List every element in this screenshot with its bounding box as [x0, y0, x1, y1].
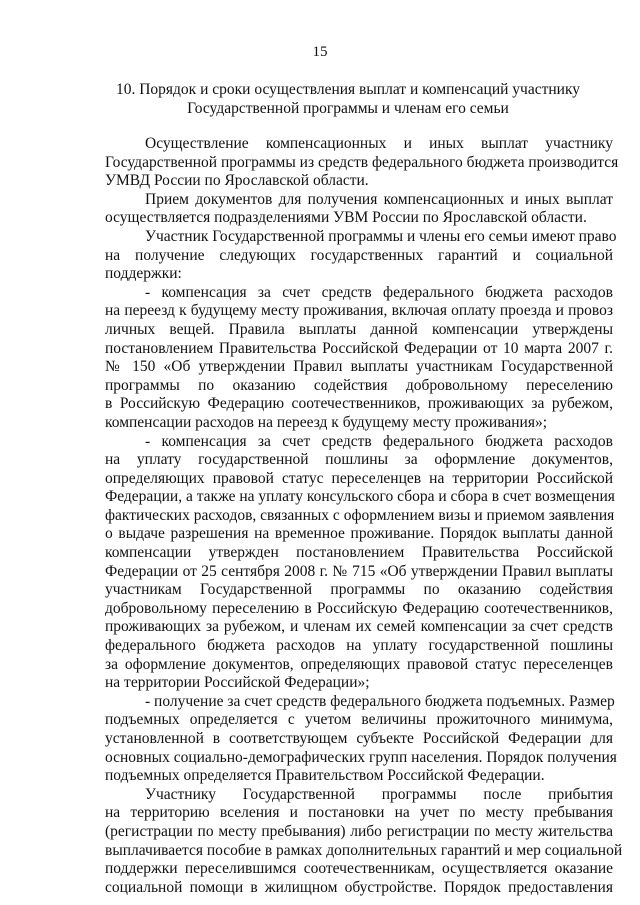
- text-line: - компенсация за счет средств федерального бюджета расходов: [145, 432, 613, 450]
- text-line: постановлением Правительства Российской Федерации от 10 марта 2007 г.: [105, 339, 613, 357]
- paragraph-payments-authority: [105, 135, 619, 191]
- text-line: № 150 «Об утверждении Правил выплаты участникам Государственной: [105, 358, 613, 376]
- text-line: программы по оказанию содействия добровольному переселению: [105, 376, 613, 394]
- text-line: Государственной программы из средств федерального бюджета производится: [105, 153, 619, 171]
- text-line: Участнику Государственной программы после прибытия: [145, 785, 613, 803]
- text-line: за оформление документов, определяющих правовой статус переселенцев: [105, 655, 613, 673]
- paragraph-document-intake: [105, 191, 613, 228]
- section-heading-line: Государственной программы и членам его семьи: [187, 100, 509, 117]
- text-line: определяющих правовой статус переселенцев на территории Российской: [105, 469, 613, 487]
- text-line: подъемных определяется Правительством Российской Федерации.: [105, 767, 545, 785]
- text-line: о выдаче разрешения на временное проживание. Порядок выплаты данной: [105, 525, 613, 543]
- text-line: на переезд к будущему месту проживания, включая оплату проезда и провоз: [105, 302, 613, 320]
- list-item-resettlement-allowance: [105, 692, 617, 786]
- page-number: 15: [312, 44, 328, 60]
- text-line: установленной в соответствующем субъекте Российской Федерации для: [105, 730, 613, 747]
- text-line: выплачивается пособие в рамках дополнительных гарантий и мер социальной: [105, 841, 623, 859]
- section-heading-line: 10. Порядок и сроки осуществления выплат и компенсаций участнику: [115, 81, 581, 98]
- text-line: Участник Государственной программы и члены его семьи имеют право: [145, 227, 617, 245]
- text-line: Федерации, а также на уплату консульского сбора и сбора в счет возмещения: [105, 488, 615, 506]
- text-line: компенсации утвержден постановлением Правительства Российской: [105, 544, 613, 562]
- text-line: фактических расходов, связанных с оформлением визы и приемом заявления: [105, 506, 615, 524]
- text-line: Осуществление компенсационных и иных выплат участнику: [145, 135, 613, 152]
- text-line: на получение следующих государственных гарантий и социальной: [105, 246, 613, 264]
- text-line: поддержки переселившимся соотечественникам, осуществляется оказание: [105, 860, 613, 878]
- list-item-relocation-compensation: [105, 284, 613, 433]
- text-line: Прием документов для получения компенсационных и иных выплат: [145, 190, 613, 208]
- paragraph-participant-benefit: [105, 785, 623, 898]
- text-line: добровольному переселению в Российскую Федерацию соотечественников,: [105, 599, 613, 617]
- text-line: социальной помощи в жилищном обустройстве. Порядок предоставления: [105, 878, 613, 896]
- text-line: на территорию вселения и постановки на учет по месту пребывания: [105, 804, 613, 822]
- text-line: подъемных определяется с учетом величины прожиточного минимума,: [105, 711, 613, 729]
- text-line: (регистрации по месту пребывания) либо регистрации по месту жительства: [105, 822, 613, 840]
- text-line: проживающих за рубежом, и членам их семей компенсации за счет средств: [105, 618, 613, 636]
- document-body: [105, 135, 623, 897]
- text-line: основных социально-демографических групп населения. Порядок получения: [105, 748, 617, 766]
- text-line: участникам Государственной программы по оказанию содействия: [105, 581, 613, 599]
- text-line: на уплату государственной пошлины за оформление документов,: [105, 451, 613, 469]
- text-line: федерального бюджета расходов на уплату государственной пошлины: [105, 637, 613, 655]
- text-line: в Российскую Федерацию соотечественников, проживающих за рубежом,: [105, 395, 613, 413]
- text-line: личных вещей. Правила выплаты данной компенсации утверждены: [105, 320, 613, 338]
- text-line: компенсации расходов на переезд к будущему месту проживания»;: [105, 413, 547, 431]
- text-line: осуществляется подразделениями УВМ России по Ярославской области.: [105, 209, 587, 227]
- text-line: УМВД России по Ярославской области.: [105, 172, 369, 190]
- text-line: - компенсация за счет средств федерального бюджета расходов: [145, 283, 613, 301]
- section-heading: [105, 80, 591, 118]
- list-item-fee-compensation: [105, 433, 613, 693]
- text-line: поддержки:: [105, 265, 182, 283]
- text-line: на территории Российской Федерации»;: [105, 674, 370, 692]
- text-line: Федерации от 25 сентября 2008 г. № 715 «Об утверждении Правил выплаты: [105, 562, 613, 580]
- paragraph-rights-intro: [105, 227, 617, 284]
- text-line: - получение за счет средств федерального бюджета подъемных. Размер: [145, 692, 615, 710]
